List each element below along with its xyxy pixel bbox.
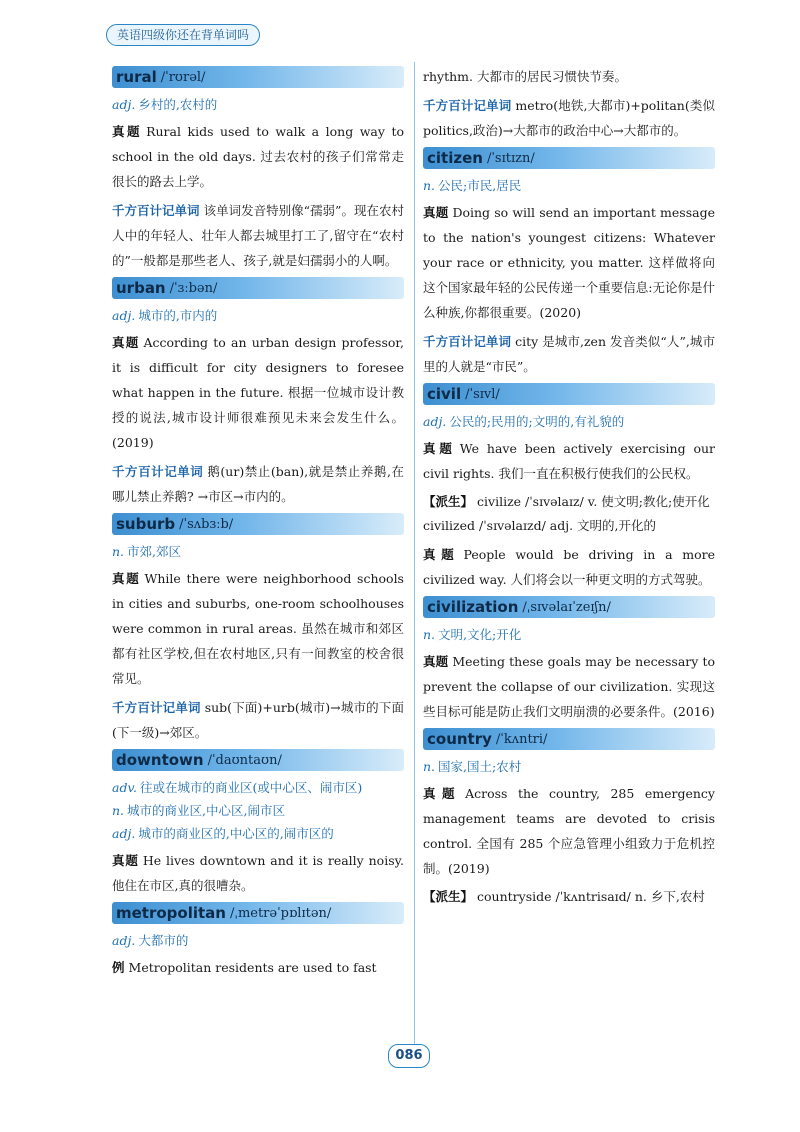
headword-bar: [112, 66, 404, 88]
derivation: 【派生】 countryside /ˈkʌntrisaɪd/ n. 乡下,农村: [423, 889, 705, 904]
headword-bar: [112, 277, 404, 299]
definition: adv. 往或在城市的商业区(或中心区、闹市区): [112, 780, 363, 795]
example: 真题 People would be driving in a more civilized way. 人们将会以一种更文明的方式驾驶。: [423, 547, 715, 587]
example: 真题 He lives downtown and it is really noisy. 他住在市区,真的很嘈杂。: [112, 853, 404, 893]
phonetic: /ˈrʊrəl/: [160, 69, 206, 85]
entry-civilization: [423, 596, 715, 724]
definition: n. 文明,文化;开化: [423, 627, 522, 642]
definition: adj. 乡村的,农村的: [112, 97, 218, 112]
headword: urban: [116, 279, 166, 297]
headword-bar: [423, 728, 715, 750]
headword-bar: [112, 749, 404, 771]
headword-bar: [423, 383, 715, 405]
entry-country: [423, 728, 715, 909]
derivation: 【派生】 civilize /ˈsɪvəlaɪz/ v. 使文明;教化;使开化: [423, 494, 710, 509]
entry-rural: [112, 66, 404, 273]
definition: adj. 城市的商业区的,中心区的,闹市区的: [112, 826, 334, 841]
phonetic: /ˈsɪvl/: [465, 386, 500, 402]
definition: adj. 公民的;民用的;文明的,有礼貌的: [423, 414, 625, 429]
memory-tip: 千方百计记单词 鹅(ur)禁止(ban),就是禁止养鹅,在哪儿禁止养鹅? →市区→市内的。: [112, 464, 404, 504]
headword: civil: [427, 385, 462, 403]
definition: n. 市郊,郊区: [112, 544, 182, 559]
phonetic: /ˈsʌbɜːb/: [179, 516, 234, 532]
example: 真题 While there were neighborhood schools in cities and suburbs, one-room schoolhouses were common in rural areas. 虽然在城市和郊区都有社区学校,但在农村地区,只有一间教室的校舍很常见。: [112, 571, 404, 686]
headword: civilization: [427, 598, 519, 616]
example: 真题 Meeting these goals may be necessary to prevent the collapse of our civilization. 实现这些目标可能是防止我们文明崩溃的必要条件。(2016): [423, 654, 715, 719]
column-divider: [414, 62, 415, 1047]
phonetic: /ˈkʌntri/: [495, 731, 548, 747]
headword: metropolitan: [116, 904, 226, 922]
page-number: 086: [388, 1044, 430, 1068]
definition: n. 国家,国土;农村: [423, 759, 522, 774]
headword-bar: [423, 596, 715, 618]
example-continued: rhythm. 大都市的居民习惯快节奏。: [423, 69, 627, 84]
example: 真题 Doing so will send an important message to the nation's youngest citizens: Whatever your race or ethnicity, you matter. 这样做将向这个国家最年轻的公民传递一个重要信息:无论你是什么种族,你都很重要。(2020): [423, 205, 715, 320]
entry-metropolitan: [112, 902, 404, 980]
example: 真题 According to an urban design professor, it is difficult for city designers to foresee what happen in the future. 根据一位城市设计教授的说法,城市设计师很难预见未来会发生什么。(2019): [112, 335, 404, 450]
left-column: [112, 64, 404, 984]
definition: n. 公民;市民,居民: [423, 178, 522, 193]
right-column: [423, 64, 715, 909]
phonetic: /ˌsɪvəlaɪˈzeɪʃn/: [522, 599, 611, 615]
memory-tip: 千方百计记单词 该单词发音特别像“孺弱”。现在农村人中的年轻人、壮年人都去城里打工了,留守在“农村的”一般都是那些老人、孩子,就是妇孺弱小的人啊。: [112, 203, 404, 268]
book-title-tag: 英语四级你还在背单词吗: [106, 24, 260, 46]
phonetic: /ˌmetrəˈpɒlɪtən/: [229, 905, 332, 921]
definition: adj. 大都市的: [112, 933, 189, 948]
derivation: civilized /ˈsɪvəlaɪzd/ adj. 文明的,开化的: [423, 518, 657, 533]
example: 真题 We have been actively exercising our civil rights. 我们一直在积极行使我们的公民权。: [423, 441, 715, 481]
memory-tip: 千方百计记单词 city 是城市,zen 发音类似“人”,城市里的人就是“市民”。: [423, 334, 715, 374]
headword: suburb: [116, 515, 176, 533]
entry-civil: [423, 383, 715, 592]
headword: rural: [116, 68, 157, 86]
example: 真题 Across the country, 285 emergency management teams are devoted to crisis control. 全国有 285 个应急管理小组致力于危机控制。(2019): [423, 786, 715, 876]
headword: citizen: [427, 149, 483, 167]
memory-tip: 千方百计记单词 sub(下面)+urb(城市)→城市的下面(下一级)→郊区。: [112, 700, 404, 740]
entry-downtown: [112, 749, 404, 898]
headword: downtown: [116, 751, 204, 769]
headword: country: [427, 730, 492, 748]
headword-bar: [423, 147, 715, 169]
definition: adj. 城市的,市内的: [112, 308, 218, 323]
phonetic: /ˈɜːbən/: [169, 280, 218, 296]
entry-citizen: [423, 147, 715, 379]
definition: n. 城市的商业区,中心区,闹市区: [112, 803, 285, 818]
memory-tip: 千方百计记单词 metro(地铁,大都市)+politan(类似 politics,政治)→大都市的政治中心→大都市的。: [423, 98, 715, 138]
phonetic: /ˈsɪtɪzn/: [486, 150, 535, 166]
entry-urban: [112, 277, 404, 509]
headword-bar: [112, 902, 404, 924]
entry-suburb: [112, 513, 404, 745]
example: 例 Metropolitan residents are used to fast: [112, 960, 377, 975]
headword-bar: [112, 513, 404, 535]
example: 真题 Rural kids used to walk a long way to school in the old days. 过去农村的孩子们常常走很长的路去上学。: [112, 124, 404, 189]
phonetic: /ˈdaʊntaʊn/: [207, 752, 282, 768]
entry-metropolitan-continued: [423, 64, 715, 143]
